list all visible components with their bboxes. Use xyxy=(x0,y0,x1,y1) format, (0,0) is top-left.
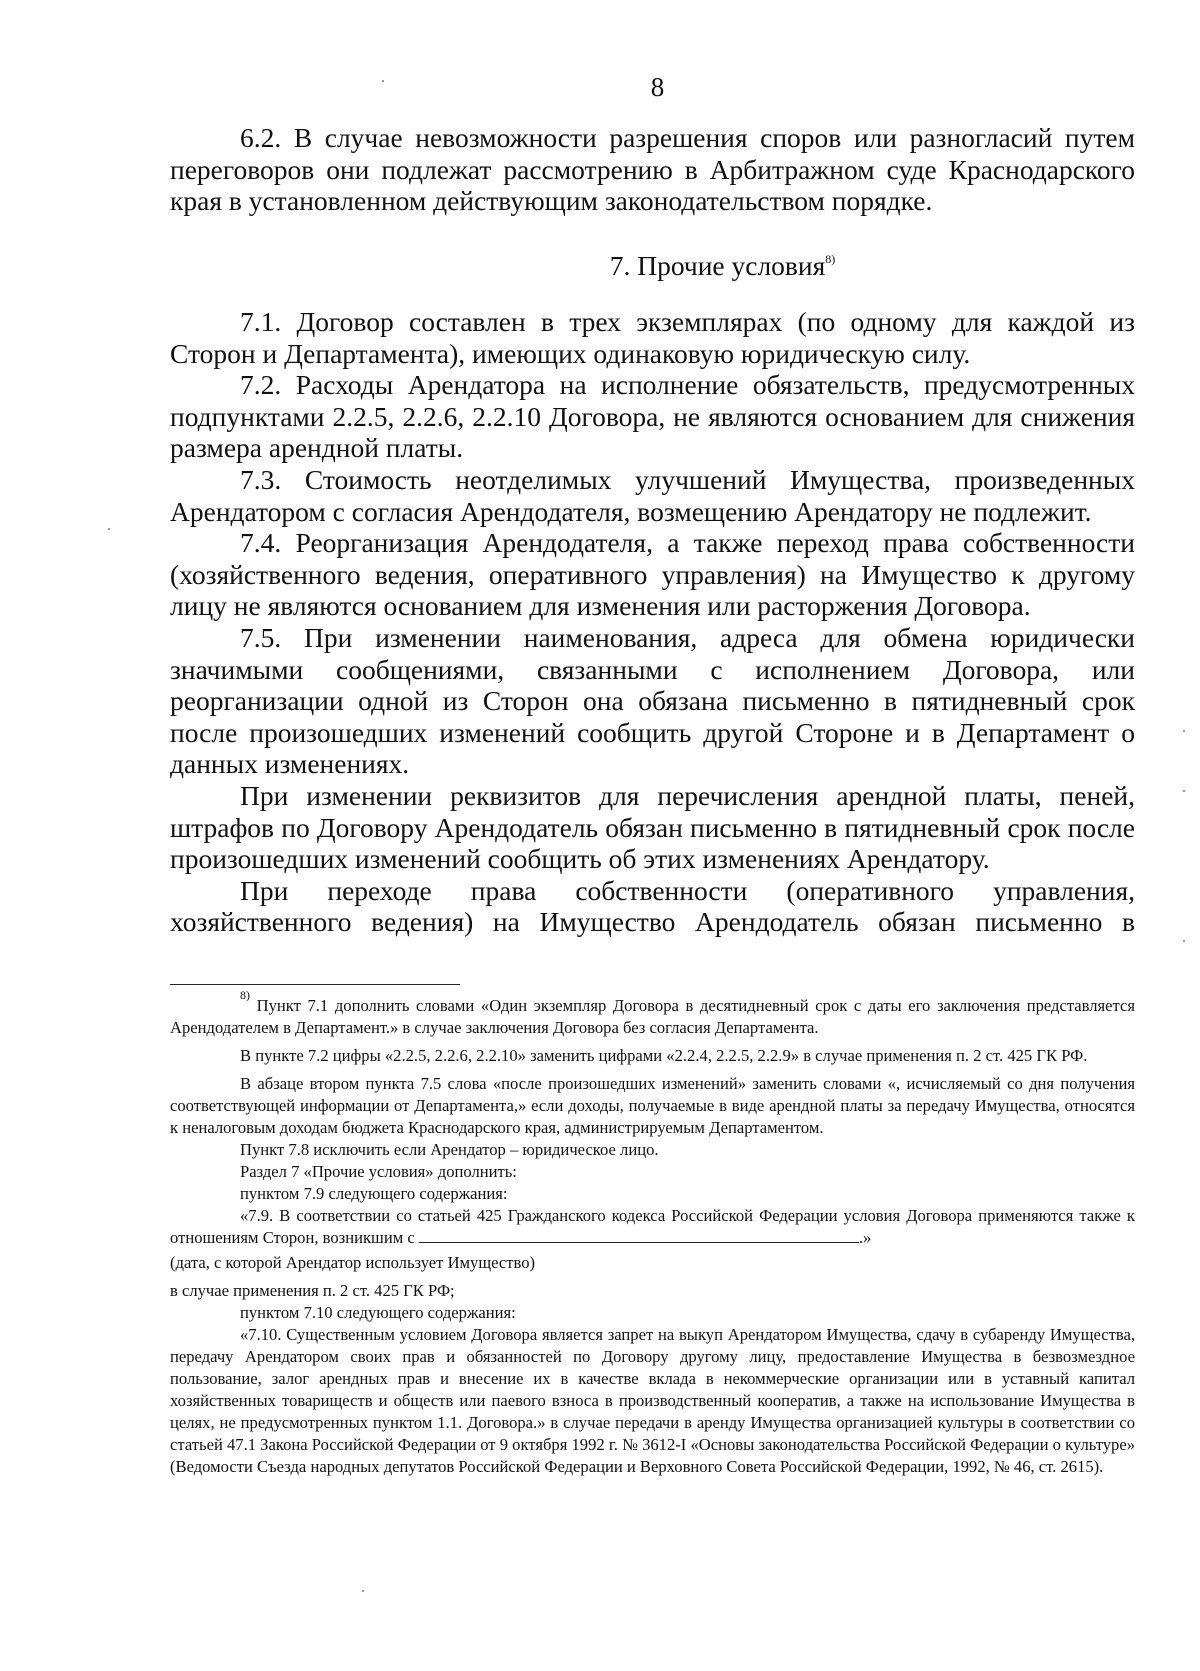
section-7-heading-text: 7. Прочие условия xyxy=(609,250,826,281)
paragraph-7-1: 7.1. Договор составлен в трех экземплярах (по одному для каждой из Сторон и Департамента), имеющих одинаковую юридическую силу. xyxy=(170,306,1135,369)
paragraph-6-2: 6.2. В случае невозможности разрешения споров или разногласий путем переговоров они подлежат рассмотрению в Арбитражном суде Краснодарского края в установленном действующим законодательством порядке. xyxy=(170,122,1135,217)
footnote-marker: 8) xyxy=(240,988,250,1002)
date-blank-line xyxy=(419,1228,859,1243)
scan-speck xyxy=(1183,790,1185,792)
footnote-paragraph-4: Пункт 7.8 исключить если Арендатор – юридическое лицо. xyxy=(240,1140,659,1159)
paragraph-7-5-third: При переходе права собственности (оперативного управления, хозяйственного ведения) на Имущество Арендодатель обязан письменно в xyxy=(170,874,1135,938)
scan-speck xyxy=(362,1590,364,1592)
footnote-paragraph-9: пунктом 7.10 следующего содержания: xyxy=(240,1303,516,1322)
footnote-text-7: «7.9. В соответствии со статьей 425 Гражданского кодекса Российской Федерации условия Договора применяются также к отношениям Сторон, возникшим с xyxy=(170,1206,1135,1247)
scan-speck xyxy=(382,80,384,82)
scan-speck xyxy=(1183,730,1185,732)
date-blank-caption: (дата, с которой Арендатор использует Имущество) xyxy=(170,1253,536,1272)
footnote-paragraph-3: В абзаце втором пункта 7.5 слова «после произошедших изменений» заменить словами «, исчисляемый со дня получения соответствующей информации от Департамента,» если доходы, получаемые в виде арендной платы за передачу Имущества, относятся к неналоговым доходам бюджета Краснодарского края, администрируемым Департаментом. xyxy=(170,1074,1135,1137)
section-7-heading-block xyxy=(170,250,1135,282)
scan-speck xyxy=(108,528,110,530)
paragraph-7-5: 7.5. При изменении наименования, адреса для обмена юридически значимыми сообщениями, связанными с исполнением Договора, или реорганизации одной из Сторон она обязана письменно в пятидневный срок после произошедших изменений сообщить другой Стороне и в Департамент о данных изменениях. xyxy=(170,621,1135,780)
footnote-paragraph-1 xyxy=(170,988,1135,1039)
section-6-block xyxy=(170,122,1135,217)
footnote-separator xyxy=(170,984,460,985)
footnote-text-7-end: .» xyxy=(858,1228,872,1247)
footnote-text-1: Пункт 7.1 дополнить словами «Один экземпляр Договора в десятидневный срок с даты его заключения представляется Арендодателем в Департамент.» в случае заключения Договора без согласия Департамента. xyxy=(170,996,1135,1037)
paragraph-7-3: 7.3. Стоимость неотделимых улучшений Имущества, произведенных Арендатором с согласия Арендодателя, возмещению Арендатору не подлежит. xyxy=(170,463,1135,527)
section-7-body xyxy=(170,306,1135,938)
scan-speck xyxy=(1183,940,1185,942)
footnote-paragraph-5: Раздел 7 «Прочие условия» дополнить: xyxy=(240,1162,517,1181)
footnote-paragraph-2: В пункте 7.2 цифры «2.2.5, 2.2.6, 2.2.10» заменить цифрами «2.2.4, 2.2.5, 2.2.9» в случае применения п. 2 ст. 425 ГК РФ. xyxy=(240,1046,1088,1065)
paragraph-7-5-second: При изменении реквизитов для перечисления арендной платы, пеней, штрафов по Договору Арендодатель обязан письменно в пятидневный срок после произошедших изменений сообщить об этих изменениях Арендатору. xyxy=(170,779,1135,875)
footnote-paragraph-7 xyxy=(170,1205,1135,1249)
footnote-paragraph-8: в случае применения п. 2 ст. 425 ГК РФ; xyxy=(170,1281,455,1300)
footnotes-block xyxy=(170,988,1135,1478)
page-number: 8 xyxy=(650,72,665,102)
footnote-paragraph-10: «7.10. Существенным условием Договора является запрет на выкуп Арендатором Имущества, сдачу в субаренду Имущества, передачу Арендатором своих прав и обязанностей по Договору другому лицу, предоставление Имущества в безвозмездное пользование, залог арендных прав и внесение их в качестве вклада в некоммерческие организации или в уставный капитал хозяйственных товариществ и обществ или паевого взноса в производственный кооператив, а также на использование Имущества в целях, не предусмотренных пунктом 1.1. Договора.» в случае передачи в аренду Имущества организацией культуры в соответствии со статьей 47.1 Закона Российской Федерации от 9 октября 1992 г. № 3612-I «Основы законодательства Российской Федерации о культуре» (Ведомости Съезда народных депутатов Российской Федерации и Верховного Совета Российской Федерации, 1992, № 46, ст. 2615). xyxy=(170,1325,1135,1476)
paragraph-7-4: 7.4. Реорганизация Арендодателя, а также переход права собственности (хозяйственного ведения, оперативного управления) на Имущество к другому лицу не являются основанием для изменения или расторжения Договора. xyxy=(170,527,1135,622)
footnote-paragraph-6: пунктом 7.9 следующего содержания: xyxy=(240,1184,508,1203)
footnote-reference: 8) xyxy=(825,252,836,266)
paragraph-7-2: 7.2. Расходы Арендатора на исполнение обязательств, предусмотренных подпунктами 2.2.5, 2.2.6, 2.2.10 Договора, не являются основанием для снижения размера арендной платы. xyxy=(170,369,1135,464)
section-7-heading xyxy=(170,250,1135,282)
